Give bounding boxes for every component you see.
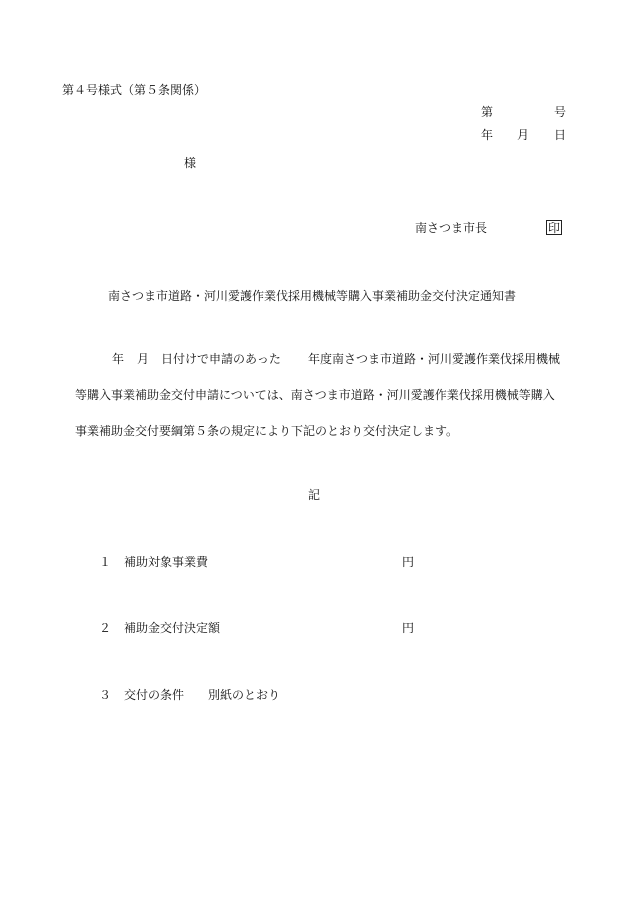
item-1-unit: 円 [402,555,415,569]
addressee-honorific: 様 [184,156,197,170]
date-month-label: 月 [517,128,530,142]
date-day-label: 日 [554,128,567,142]
body-line-1-text-2: 年度南さつま市道路・河川愛護作業伐採用機械 [308,352,561,366]
document-number-suffix: 号 [554,105,567,119]
date-year-label: 年 [481,128,494,142]
body-line-1-text: 日付けで申請のあった [161,352,281,366]
body-line-3: 事業補助金交付要綱第５条の規定により下記のとおり交付決定します。 [75,424,459,438]
item-3-number: ３ [99,688,112,702]
document-title: 南さつま市道路・河川愛護作業伐採用機械等購入事業補助金交付決定通知書 [108,289,517,303]
form-number: 第４号様式（第５条関係） [62,83,207,97]
body-month-label: 月 [137,352,150,366]
seal-mark [546,220,562,235]
sender-name: 南さつま市長 [415,221,488,235]
item-3-label: 交付の条件 [124,688,185,702]
item-2-label: 補助金交付決定額 [124,621,221,635]
body-year-label: 年 [112,352,125,366]
note-heading: 記 [308,488,321,502]
body-line-2: 等購入事業補助金交付申請については、南さつま市道路・河川愛護作業伐採用機械等購入 [75,388,555,402]
seal-label: 印 [548,221,561,235]
document-number-prefix: 第 [481,105,494,119]
item-1-number: １ [99,555,112,569]
item-1-label: 補助対象事業費 [124,555,209,569]
item-3-value: 別紙のとおり [208,688,281,702]
item-2-unit: 円 [402,621,415,635]
item-2-number: ２ [99,621,112,635]
